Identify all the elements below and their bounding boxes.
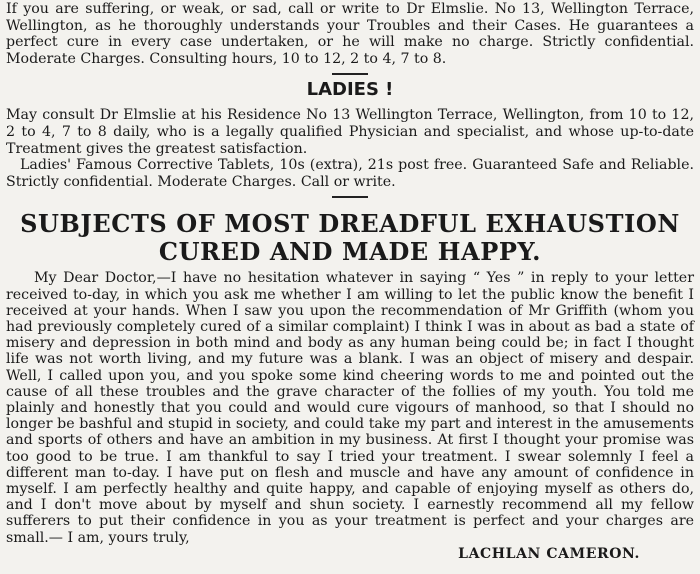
- testimonial-letter: My Dear Doctor,—I have no hesitation whatever in saying “ Yes ” in reply to your letter received to-day, in which you ask me whether I am willing to let the public know the benefit I received at your hands. When I saw you upon the recommendation of Mr Griffith (whom you had previously completely cured of a similar complaint) I think I was in about as bad a state of misery and depression in both mind and body as any human being could be; in fact I thought life was not worth living, and my future was a blank. I was an object of misery and despair. Well, I called upon you, and you spoke some kind cheering words to me and pointed out the cause of all these troubles and the grave character of the follies of my youth. You told me plainly and honestly that you could and would cure vigours of manhood, so that I should no longer be bashful and stupid in society, and could take my part and interest in the amusements and sports of others and have an ambition in my business. At first I thought your promise was too good to be true. I am thankful to say I tried your treatment. I swear solemnly I feel a different man to-day. I have put on flesh and muscle and have any amount of confidence in myself. I am perfectly healthy and quite happy, and capable of enjoying myself as others do, and I don't move about by myself and shun society. I earnestly recommend all my fellow sufferers to put their confidence in you as your treatment is perfect and your charges are small.— I am, yours truly,: [6, 270, 694, 546]
- signature: LACHLAN CAMERON.: [458, 545, 640, 562]
- divider-rule: [332, 73, 368, 75]
- advert-elmslie-general: If you are suffering, or weak, or sad, call or write to Dr Elmslie. No 13, Wellington Terrace, Wellington, as he thoroughly understands your Troubles and their Cases. He guarantees a perfect cure in every case undertaken, or he will make no charge. Strictly confidential. Moderate Charges. Consulting hours, 10 to 12, 2 to 4, 7 to 8.: [6, 1, 694, 67]
- ladies-paragraph-1: May consult Dr Elmslie at his Residence No 13 Wellington Terrace, Wellington, from 10 to 12, 2 to 4, 7 to 8 daily, who is a legally qualified Physician and specialist, and whose up-to-date Treatment gives the greatest satisfaction.: [6, 107, 694, 157]
- article-headline: [6, 210, 694, 266]
- divider-rule: [332, 196, 368, 198]
- headline-line-1: SUBJECTS OF MOST DREADFUL EXHAUSTION: [20, 209, 680, 239]
- ladies-heading: LADIES !: [306, 79, 394, 101]
- headline-line-2: CURED AND MADE HAPPY.: [158, 237, 542, 267]
- ladies-paragraph-2: Ladies' Famous Corrective Tablets, 10s (extra), 21s post free. Guaranteed Safe and Reliable. Strictly confidential. Moderate Charges. Call or write.: [6, 157, 694, 190]
